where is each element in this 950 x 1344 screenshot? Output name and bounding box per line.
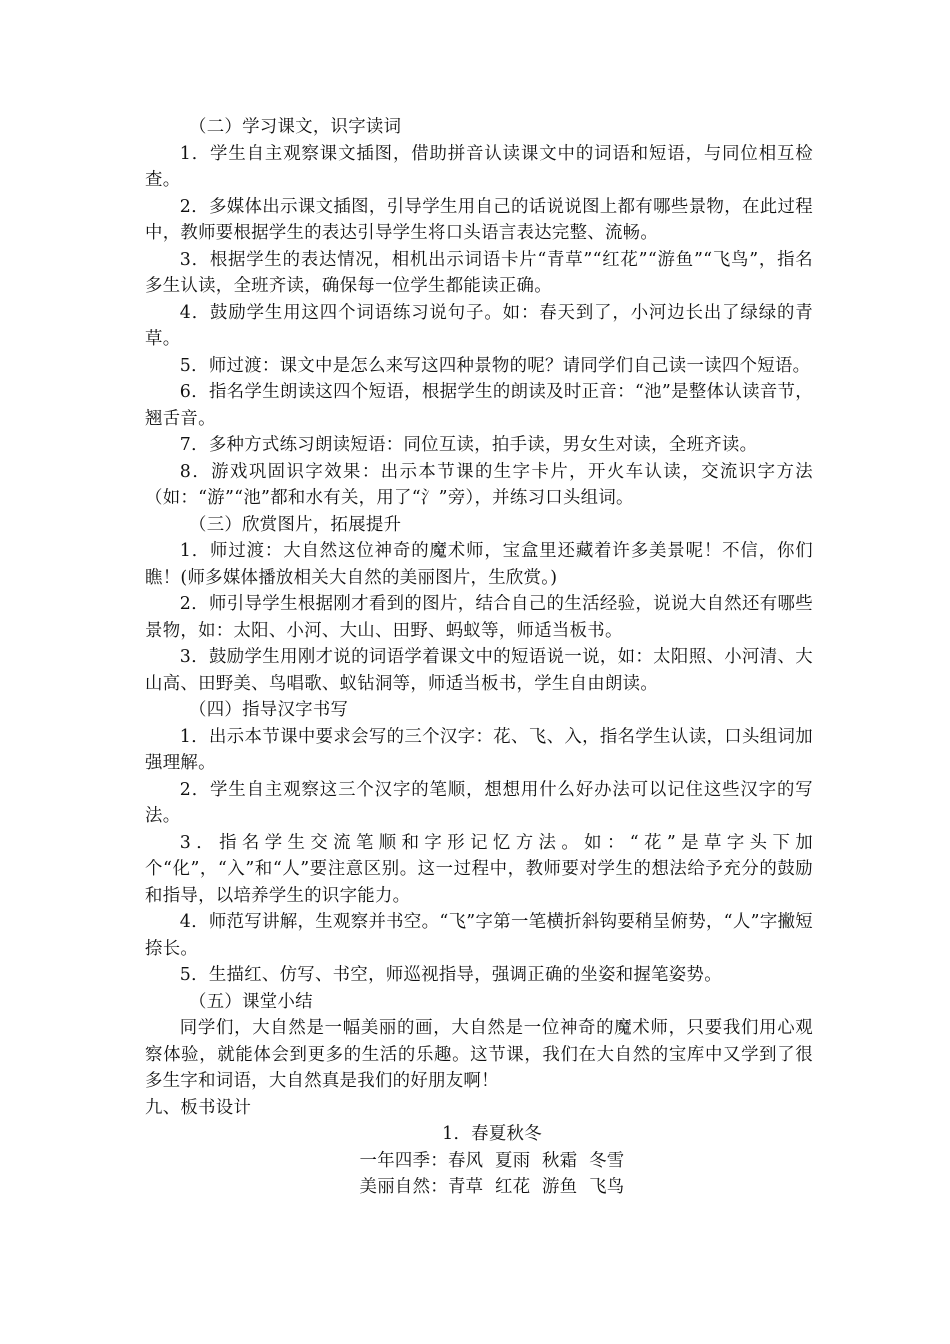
paragraph: 2．多媒体出示课文插图，引导学生用自己的话说说图上都有哪些景物，在此过程中，教师要根据学生的表达引导学生将口头语言表达完整、流畅。 bbox=[145, 196, 813, 243]
paragraph: 7．多种方式练习朗读短语：同位互读，拍手读，男女生对读，全班齐读。 bbox=[179, 435, 758, 455]
board-design-title: 九、板书设计 bbox=[145, 1097, 252, 1118]
paragraph: 4．鼓励学生用这四个词语练习说句子。如：春天到了，小河边长出了绿绿的青草。 bbox=[145, 302, 813, 349]
section-heading-4: （四）指导汉字书写 bbox=[189, 700, 349, 720]
paragraph: 5．生描红、仿写、书空，师巡视指导，强调正确的坐姿和握笔姿势。 bbox=[179, 965, 722, 985]
paragraph: 8．游戏巩固识字效果：出示本节课的生字卡片，开火车认读，交流识字方法（如：“游”“池”都和水有关，用了“氵”旁），并练习口头组词。 bbox=[145, 461, 813, 508]
board-line-nature: 美丽自然：青草 红花 游鱼 飞鸟 bbox=[359, 1177, 625, 1197]
paragraph: 同学们，大自然是一幅美丽的画，大自然是一位神奇的魔术师，只要我们用心观察体验，就能体会到更多的生活的乐趣。这节课，我们在大自然的宝库中又学到了很多生字和词语，大自然真是我们的好朋友啊！ bbox=[145, 1018, 813, 1091]
paragraph: 6．指名学生朗读这四个短语，根据学生的朗读及时正音：“池”是整体认读音节，翘舌音。 bbox=[145, 382, 813, 429]
paragraph: 1．出示本节课中要求会写的三个汉字：花、飞、入，指名学生认读，口头组词加强理解。 bbox=[145, 726, 813, 773]
paragraph: 3．鼓励学生用刚才说的词语学着课文中的短语说一说，如：太阳照、小河清、大山高、田野美、鸟唱歌、蚁钻洞等，师适当板书，学生自由朗读。 bbox=[145, 647, 813, 694]
paragraph: 3．指名学生交流笔顺和字形记忆方法。如：“花”是草字头下加个“化”，“入”和“人”要注意区别。这一过程中，教师要对学生的想法给予充分的鼓励和指导，以培养学生的识字能力。 bbox=[145, 832, 813, 906]
document-page bbox=[145, 114, 813, 1201]
paragraph: 3．根据学生的表达情况，相机出示词语卡片“青草”“红花”“游鱼”“飞鸟”，指名多生认读，全班齐读，确保每一位学生都能读正确。 bbox=[145, 249, 813, 296]
paragraph: 5．师过渡：课文中是怎么来写这四种景物的呢？请同学们自己读一读四个短语。 bbox=[179, 355, 811, 376]
section-heading-3: （三）欣赏图片，拓展提升 bbox=[189, 514, 402, 535]
board-lesson-title: 1．春夏秋冬 bbox=[442, 1124, 542, 1144]
paragraph: 2．学生自主观察这三个汉字的笔顺，想想用什么好办法可以记住这些汉字的写法。 bbox=[145, 779, 813, 826]
paragraph: 4．师范写讲解，生观察并书空。“飞”字第一笔横折斜钩要稍呈俯势，“人”字撇短捺长。 bbox=[145, 912, 813, 959]
paragraph: 2．师引导学生根据刚才看到的图片，结合自己的生活经验，说说大自然还有哪些景物，如：太阳、小河、大山、田野、蚂蚁等，师适当板书。 bbox=[145, 594, 813, 641]
section-heading-5: （五）课堂小结 bbox=[189, 991, 313, 1012]
board-line-seasons: 一年四季：春风 夏雨 秋霜 冬雪 bbox=[359, 1150, 625, 1171]
paragraph: 1．学生自主观察课文插图，借助拼音认读课文中的词语和短语，与同位相互检查。 bbox=[145, 143, 813, 190]
paragraph: 1．师过渡：大自然这位神奇的魔术师，宝盒里还藏着许多美景呢！不信，你们瞧！(师多媒体播放相关大自然的美丽图片，生欣赏。) bbox=[145, 541, 813, 588]
section-heading-2: （二）学习课文，识字读词 bbox=[189, 117, 402, 137]
